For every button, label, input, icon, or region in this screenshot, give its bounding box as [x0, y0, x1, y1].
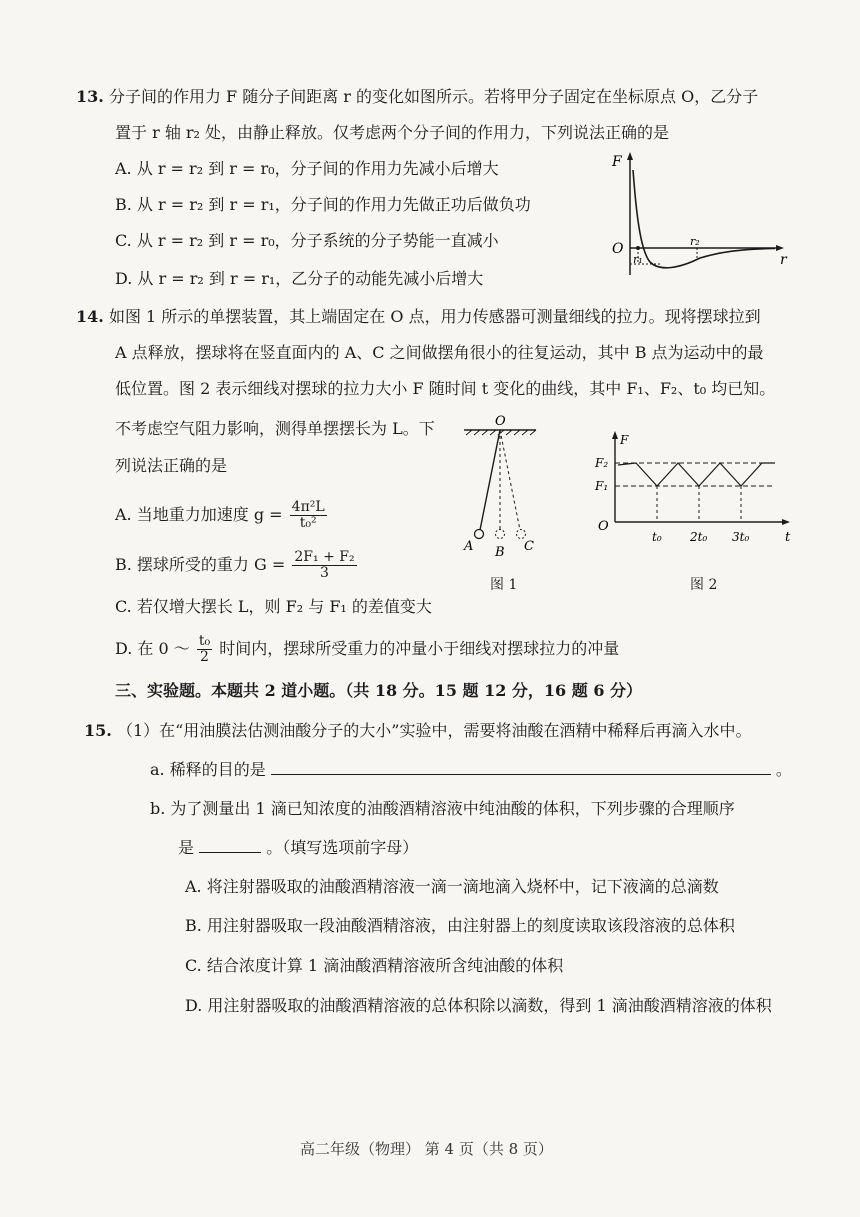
q14-fig2-caption: 图 2 — [690, 577, 718, 593]
q13-r0-point — [636, 246, 640, 250]
q14-stem-line5: 列说法正确的是 — [115, 456, 228, 475]
q14-option-d-denominator: 2 — [200, 649, 209, 665]
q14-stem-line2: A 点释放，摆球将在竖直面内的 A、C 之间做摆角很小的往复运动，其中 B 点为运动中的最 — [115, 343, 764, 362]
q14-ball-b — [496, 530, 505, 539]
q14-option-d-text: D. 在 0 ～ — [115, 639, 190, 658]
q15-a-line — [150, 758, 792, 781]
q14-option-d-suffix: 时间内，摆球所受重力的冲量小于细线对摆球拉力的冲量 — [219, 639, 620, 658]
q14-fig2-2t0-label: 2t₀ — [690, 530, 708, 544]
q13-option-c: C. 从 r = r₂ 到 r = r₀，分子系统的分子势能一直减小 — [115, 231, 499, 250]
q14-option-b-text: B. 摆球所受的重力 G = — [115, 555, 286, 574]
q14-option-a-denominator: t₀² — [299, 515, 317, 531]
q14-fig1-caption: 图 1 — [490, 577, 518, 593]
section-3-heading: 三、实验题。本题共 2 道小题。（共 18 分。15 题 12 分，16 题 6 分） — [115, 681, 643, 700]
q14-option-c: C. 若仅增大摆长 L，则 F₂ 与 F₁ 的差值变大 — [115, 597, 432, 616]
q15-b-post: 。（填写选项前字母） — [266, 838, 419, 857]
q14-number: 14. — [76, 307, 104, 326]
page-footer: 高二年级（物理） 第 4 页（共 8 页） — [300, 1140, 553, 1158]
q13-x-arrow — [776, 245, 784, 251]
q15-a-text: a. 稀释的目的是 — [150, 760, 266, 779]
q13-number: 13. — [76, 87, 104, 106]
q14-option-a-fraction — [290, 500, 327, 531]
q14-fig2-3t0-label: 3t₀ — [732, 530, 750, 544]
q14-ball-c — [517, 530, 526, 539]
q15-step-c: C. 结合浓度计算 1 滴油酸酒精溶液所含纯油酸的体积 — [185, 956, 564, 975]
q14-fig2-f1-label: F₁ — [595, 479, 609, 493]
q13-option-d: D. 从 r = r₂ 到 r = r₁，乙分子的动能先减小后增大 — [115, 269, 484, 288]
q14-string-a — [480, 430, 500, 530]
q13-stem-line1 — [76, 86, 758, 108]
q13-r1-label: r₁ — [633, 253, 643, 266]
q14-option-a-text: A. 当地重力加速度 g = — [115, 505, 283, 524]
q13-y-label: F — [612, 154, 622, 170]
q14-option-a-numerator: 4π²L — [291, 499, 325, 515]
q14-fig1-c-label: C — [524, 539, 534, 554]
q14-option-d-numerator: t₀ — [198, 633, 211, 649]
q15-a-answer-blank[interactable] — [271, 758, 771, 775]
q15-a-end: 。 — [775, 760, 792, 779]
q15-part1 — [84, 720, 751, 742]
q14-stem-line4: 不考虑空气阻力影响，测得单摆摆长为 L。下 — [115, 419, 435, 438]
q13-option-a: A. 从 r = r₂ 到 r = r₀，分子间的作用力先减小后增大 — [115, 159, 499, 178]
q14-fig2-f2-label: F₂ — [595, 456, 609, 470]
q14-fig2-t0-label: t₀ — [652, 530, 662, 544]
q14-option-d-fraction — [197, 634, 212, 665]
q14-option-b-numerator: 2F₁ + F₂ — [294, 549, 355, 565]
q13-stem-text1: 分子间的作用力 F 随分子间距离 r 的变化如图所示。若将甲分子固定在坐标原点 O，乙分子 — [108, 87, 759, 106]
q13-force-graph — [600, 150, 800, 280]
q15-step-d: D. 用注射器吸取的油酸酒精溶液的总体积除以滴数，得到 1 滴油酸酒精溶液的体积 — [185, 996, 772, 1015]
q15-b-pre: 是 — [178, 838, 195, 857]
q15-b-line1: b. 为了测量出 1 滴已知浓度的油酸酒精溶液中纯油酸的体积，下列步骤的合理顺序 — [150, 799, 735, 818]
q13-y-arrow — [627, 152, 633, 160]
q14-option-a — [115, 500, 329, 531]
q14-stem-line1 — [76, 306, 761, 328]
q14-fig2-y-arrow — [612, 431, 618, 439]
q13-x-label: r — [780, 252, 787, 268]
q14-option-b-fraction — [292, 550, 356, 581]
q15-b-answer-blank[interactable] — [199, 836, 261, 853]
q15-step-b: B. 用注射器吸取一段油酸酒精溶液，由注射器上的刻度读取该段溶液的总体积 — [185, 916, 735, 935]
q14-fig2-x-arrow — [782, 519, 790, 525]
q14-ball-a — [475, 530, 484, 539]
q15-step-a: A. 将注射器吸取的油酸酒精溶液一滴一滴地滴入烧杯中，记下液滴的总滴数 — [185, 877, 719, 896]
q14-pendulum-figure — [458, 412, 548, 562]
q14-fig1-b-label: B — [495, 545, 505, 560]
q14-fig2-origin-label: O — [598, 519, 609, 534]
q14-stem-line3: 低位置。图 2 表示细线对摆球的拉力大小 F 随时间 t 变化的曲线，其中 F₁、F₂、t₀ 均已知。 — [115, 379, 776, 398]
q14-fig1-o-label: O — [495, 414, 506, 429]
q14-force-time-graph — [590, 430, 800, 550]
q14-stem-text1: 如图 1 所示的单摆装置，其上端固定在 O 点，用力传感器可测量细线的拉力。现将摆球拉到 — [108, 307, 761, 326]
q14-fig2-force-curve — [618, 463, 775, 486]
q14-fig2-y-label: F — [620, 433, 629, 447]
q13-stem-line2: 置于 r 轴 r₂ 处，由静止释放。仅考虑两个分子间的作用力，下列说法正确的是 — [115, 123, 670, 142]
q13-r2-label: r₂ — [690, 235, 700, 248]
q14-string-c — [500, 430, 520, 530]
q13-origin-label: O — [612, 241, 624, 257]
q13-force-curve — [633, 170, 775, 268]
q15-number: 15. — [84, 721, 112, 740]
q14-option-d — [115, 634, 619, 665]
q14-fig1-a-label: A — [464, 539, 474, 554]
q14-fig2-x-label: t — [785, 530, 791, 545]
q15-part1-text: （1）在“用油膜法估测油酸分子的大小”实验中，需要将油酸在酒精中稀释后再滴入水中。 — [116, 721, 752, 740]
q13-option-b: B. 从 r = r₂ 到 r = r₁，分子间的作用力先做正功后做负功 — [115, 195, 531, 214]
q14-option-b — [115, 550, 359, 581]
q14-option-b-denominator: 3 — [320, 565, 329, 581]
q15-b-line2 — [178, 836, 418, 859]
